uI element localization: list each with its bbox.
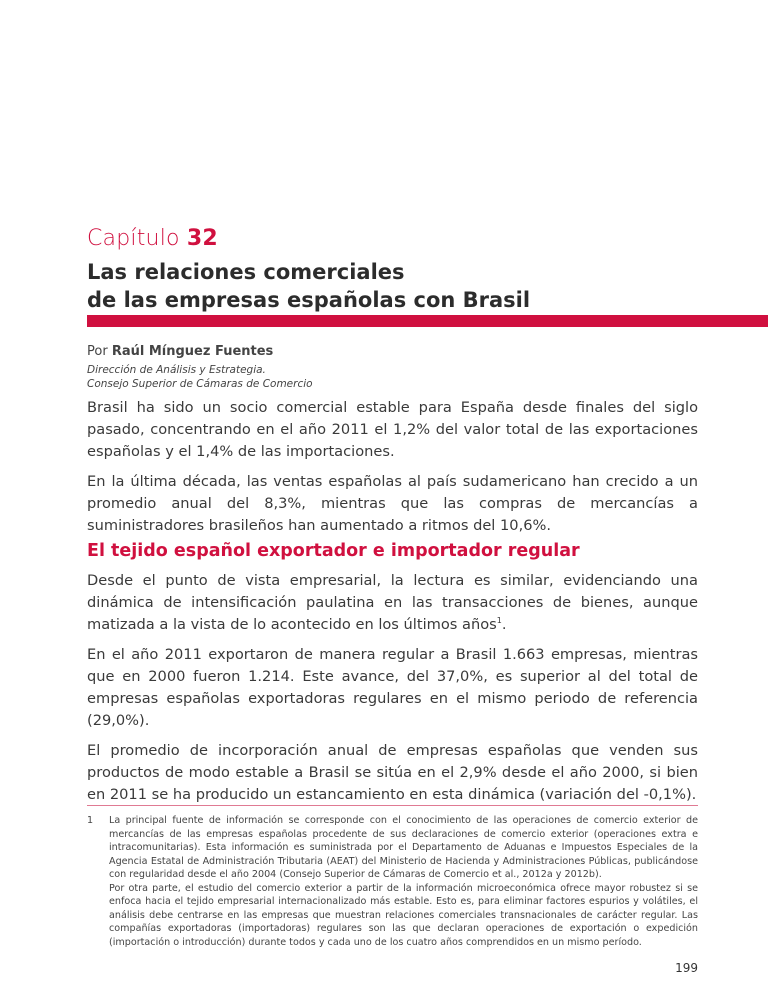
affiliation-line-2: Consejo Superior de Cámaras de Comercio [87,378,313,390]
page-title [87,258,727,314]
chapter-heading [87,226,218,251]
footnote-text-2: Por otra parte, el estudio del comercio exterior a partir de la información microeconómica ofrece mayor robustez si se enfoca hacia el tejido empresarial internacionalizado más estable. Esto es, para eliminar factores espurios y volátiles, el análisis debe centrarse en las empresas que muestran relaciones comerciales transnacionales de carácter regular. Las compañías exportadoras (importadoras) regulares son las que declaran operaciones de exportación o expedición (importación o introducción) durante todos y cada uno de los cuatro años comprendidos en un mismo período. [109,882,698,948]
section-text [87,570,698,814]
section-paragraph-3: El promedio de incorporación anual de empresas españolas que venden sus productos de modo estable a Brasil se sitúa en el 2,9% desde el año 2000, si bien en 2011 se ha producido un estancamiento en esta dinámica (variación del -0,1%). [87,742,698,803]
section-paragraph-1: Desde el punto de vista empresarial, la lectura es similar, evidenciando una dinámica de intensificación paulatina en las transacciones de bienes, aunque matizada a la vista de lo acontecido en los últimos años$^1$. [87,572,698,633]
intro-paragraph-1: Brasil ha sido un socio comercial estable para España desde finales del siglo pasado, concentrando en el año 2011 el 1,2% del valor total de las exportaciones españolas y el 1,4% de las importaciones. [87,399,698,460]
author-prefix: Por [87,344,108,359]
intro-text [87,397,698,545]
footnote [87,814,698,949]
chapter-number: 32 [186,226,218,251]
title-line-2: de las empresas españolas con Brasil [87,288,531,312]
section-paragraph-2: En el año 2011 exportaron de manera regular a Brasil 1.663 empresas, mientras que en 2000 fueron 1.214. Este avance, del 37,0%, es superior al del total de empresas españolas exportadoras regulares en el mismo periodo de referencia (29,0%). [87,646,698,729]
footnote-ref[interactable]: 1 [496,616,502,626]
footnote-number: 1 [87,815,94,826]
author-name: Raúl Mínguez Fuentes [111,344,274,359]
page-number: 199 [675,961,698,975]
intro-paragraph-2: En la última década, las ventas españolas al país sudamericano han crecido a un promedio anual del 8,3%, mientras que las compras de mercancías a suministradores brasileños han aumentado a ritmos del 10,6%. [87,473,698,534]
footnote-text-1: La principal fuente de información se corresponde con el conocimiento de las operaciones de comercio exterior de mercancías de las empresas españolas procedente de sus declaraciones de comercio exterior (operaciones extra e intracomunitarias). Esta información es suministrada por el Departamento de Aduanas e Impuestos Especiales de la Agencia Estatal de Administración Tributaria (AEAT) del Ministerio de Hacienda y Administraciones Públicas, publicándose con regularidad desde el año 2004 (Consejo Superior de Cámaras de Comercio et al., 2012a y 2012b). [109,815,698,880]
title-divider-bar [87,315,768,327]
footnote-divider [87,805,698,806]
author-line [87,344,273,359]
author-affiliation [87,363,313,391]
section-heading: El tejido español exportador e importador regular [87,541,580,561]
chapter-label: Capítulo [87,226,180,251]
affiliation-line-1: Dirección de Análisis y Estrategia. [87,364,266,376]
title-line-1: Las relaciones comerciales [87,260,405,284]
